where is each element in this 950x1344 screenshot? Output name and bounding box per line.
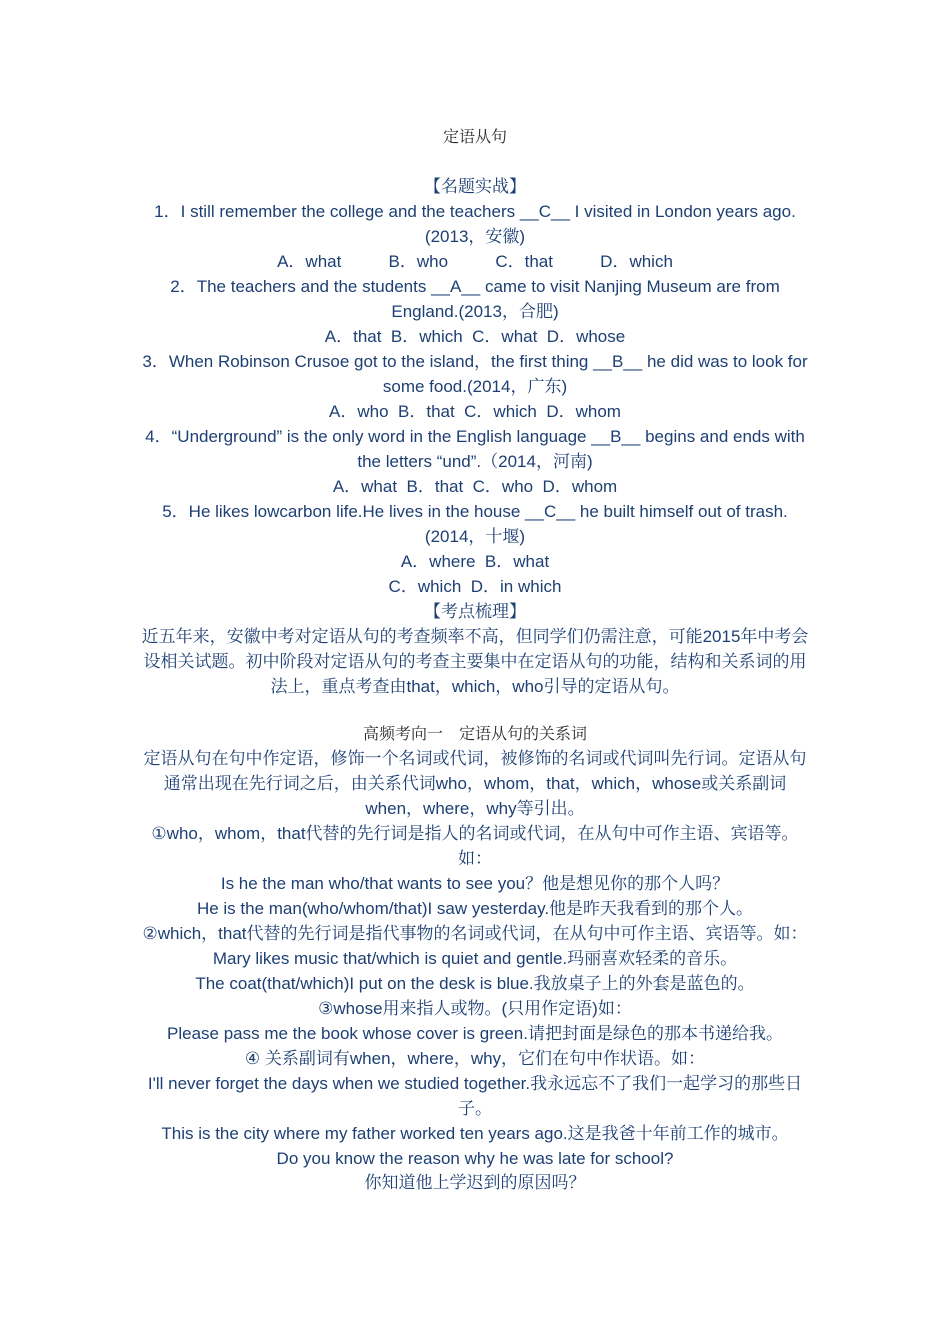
explanation-line: ④ 关系副词有when，where，why，它们在句中作状语。如：: [244, 1049, 706, 1068]
question-1: [140, 199, 810, 274]
example-line: Do you know the reason why he was late for school?: [276, 1149, 674, 1168]
explanation-line: ③whose用来指人或物。(只用作定语)如：: [318, 999, 632, 1018]
section-heading-key-points: 【考点梳理】: [424, 602, 526, 621]
explanation-line: ①who，whom，that代替的先行词是指人的名词或代词，在从句中可作主语、宾语等。如：: [151, 824, 799, 868]
question-options: A．what B．that C．who D．whom: [332, 477, 618, 496]
question-text: 3．When Robinson Crusoe got to the island，the first thing __B__ he did was to look for some food.(2014，广东): [142, 352, 808, 396]
question-text: 5．He likes lowcarbon life.He lives in the house __C__ he built himself out of trash.(2014，十堰): [162, 502, 788, 546]
document-title: 定语从句: [442, 127, 507, 146]
example-line: Please pass me the book whose cover is green.请把封面是绿色的那本书递给我。: [167, 1024, 783, 1043]
explanation-line: ②which，that代替的先行词是指代事物的名词或代词，在从句中可作主语、宾语等。如：: [142, 924, 808, 943]
example-line: Mary likes music that/which is quiet and gentle.玛丽喜欢轻柔的音乐。: [212, 949, 738, 968]
question-2: [140, 274, 810, 349]
question-3: [140, 349, 810, 424]
question-text: 1．I still remember the college and the teachers __C__ I visited in London years ago.(2013，安徽): [154, 202, 796, 246]
question-text: 2．The teachers and the students __A__ came to visit Nanjing Museum are from England.(2013，合肥): [170, 277, 780, 321]
example-line: Is he the man who/that wants to see you？他是想见你的那个人吗？: [220, 874, 730, 893]
example-line: The coat(that/which)I put on the desk is blue.我放桌子上的外套是蓝色的。: [195, 974, 755, 993]
document-page: [140, 0, 810, 1196]
explanation-line: 定语从句在句中作定语，修饰一个名词或代词，被修饰的名词或代词叫先行词。定语从句通常出现在先行词之后，由关系代词who，whom，that，which，whose或关系副词when，where，why等引出。: [143, 749, 807, 818]
question-5: [140, 499, 810, 599]
question-text: 4．“Underground” is the only word in the English language __B__ begins and ends with the letters “und”.（2014，河南): [145, 427, 805, 471]
question-options: A．that B．which C．what D．whose: [324, 327, 626, 346]
question-options: A．who B．that C．which D．whom: [329, 402, 621, 421]
example-line: This is the city where my father worked ten years ago.这是我爸十年前工作的城市。: [161, 1124, 789, 1143]
question-options: A．where B．what: [400, 552, 550, 571]
question-options: A．what B．who C．that D．which: [277, 252, 673, 271]
example-line: I'll never forget the days when we studied together.我永远忘不了我们一起学习的那些日子。: [147, 1074, 803, 1118]
key-points-paragraph: 近五年来，安徽中考对定语从句的考查频率不高，但同学们仍需注意，可能2015年中考会设相关试题。初中阶段对定语从句的考查主要集中在定语从句的功能，结构和关系词的用法上，重点考查由that，which，who引导的定语从句。: [141, 627, 809, 696]
question-options: C．which D．in which: [388, 577, 562, 596]
example-line: He is the man(who/whom/that)I saw yesterday.他是昨天我看到的那个人。: [196, 899, 754, 918]
section-heading-exam-practice: 【名题实战】: [424, 177, 526, 196]
section-title-relative-words: 高频考向一 定语从句的关系词: [362, 724, 587, 743]
example-line: 你知道他上学迟到的原因吗？: [364, 1173, 586, 1193]
question-4: [140, 424, 810, 499]
